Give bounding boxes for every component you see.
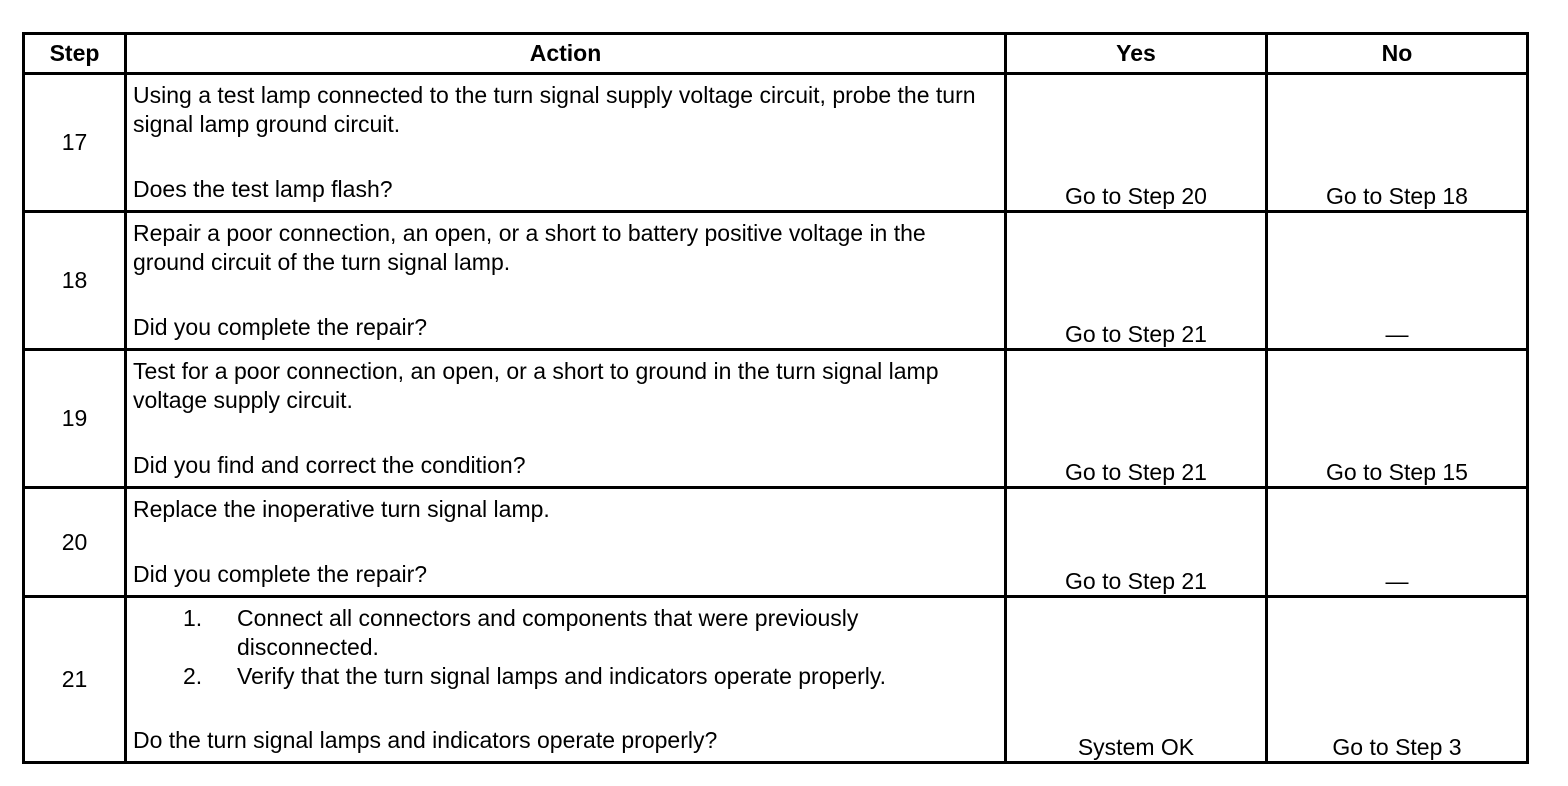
no-result: Go to Step 18 [1267, 74, 1528, 212]
step-number: 17 [24, 74, 126, 212]
yes-result: Go to Step 21 [1006, 488, 1267, 597]
action-text: Replace the inoperative turn signal lamp. [133, 496, 550, 522]
header-action: Action [126, 34, 1006, 74]
yes-result: Go to Step 21 [1006, 212, 1267, 350]
step-number: 19 [24, 350, 126, 488]
yes-result: Go to Step 21 [1006, 350, 1267, 488]
action-text: Using a test lamp connected to the turn signal supply voltage circuit, probe the turn signal lamp ground circuit. [133, 82, 976, 137]
substep-text: Connect all connectors and components that were previously disconnected. [237, 605, 859, 660]
action-text: Test for a poor connection, an open, or a short to ground in the turn signal lamp voltage supply circuit. [133, 358, 939, 413]
substep-number: 1. [183, 605, 203, 631]
no-result: Go to Step 15 [1267, 350, 1528, 488]
no-result: — [1267, 488, 1528, 597]
action-question: Did you complete the repair? [133, 314, 428, 340]
diagnostic-steps-table [22, 32, 1529, 764]
step-number: 21 [24, 597, 126, 763]
table-row [24, 488, 1528, 597]
table-row [24, 74, 1528, 212]
table-row [24, 212, 1528, 350]
header-no: No [1267, 34, 1528, 74]
yes-result: Go to Step 20 [1006, 74, 1267, 212]
action-cell [126, 597, 1006, 763]
action-substeps [133, 604, 998, 691]
substep-list [133, 604, 998, 691]
action-question: Do the turn signal lamps and indicators operate properly? [133, 727, 718, 753]
no-result: — [1267, 212, 1528, 350]
header-yes: Yes [1006, 34, 1267, 74]
action-cell [126, 488, 1006, 597]
header-row [24, 34, 1528, 74]
yes-result: System OK [1006, 597, 1267, 763]
action-cell [126, 350, 1006, 488]
action-question: Did you complete the repair? [133, 561, 428, 587]
substep-item [133, 604, 998, 662]
action-question: Does the test lamp flash? [133, 176, 393, 202]
table-row [24, 597, 1528, 763]
substep-number: 2. [183, 663, 203, 689]
substep-text: Verify that the turn signal lamps and indicators operate properly. [237, 663, 887, 689]
header-step: Step [24, 34, 126, 74]
action-cell [126, 74, 1006, 212]
step-number: 20 [24, 488, 126, 597]
action-cell [126, 212, 1006, 350]
no-result: Go to Step 3 [1267, 597, 1528, 763]
action-question: Did you find and correct the condition? [133, 452, 526, 478]
action-text: Repair a poor connection, an open, or a short to battery positive voltage in the ground circuit of the turn signal lamp. [133, 220, 926, 275]
step-number: 18 [24, 212, 126, 350]
substep-item [133, 662, 998, 691]
table-row [24, 350, 1528, 488]
